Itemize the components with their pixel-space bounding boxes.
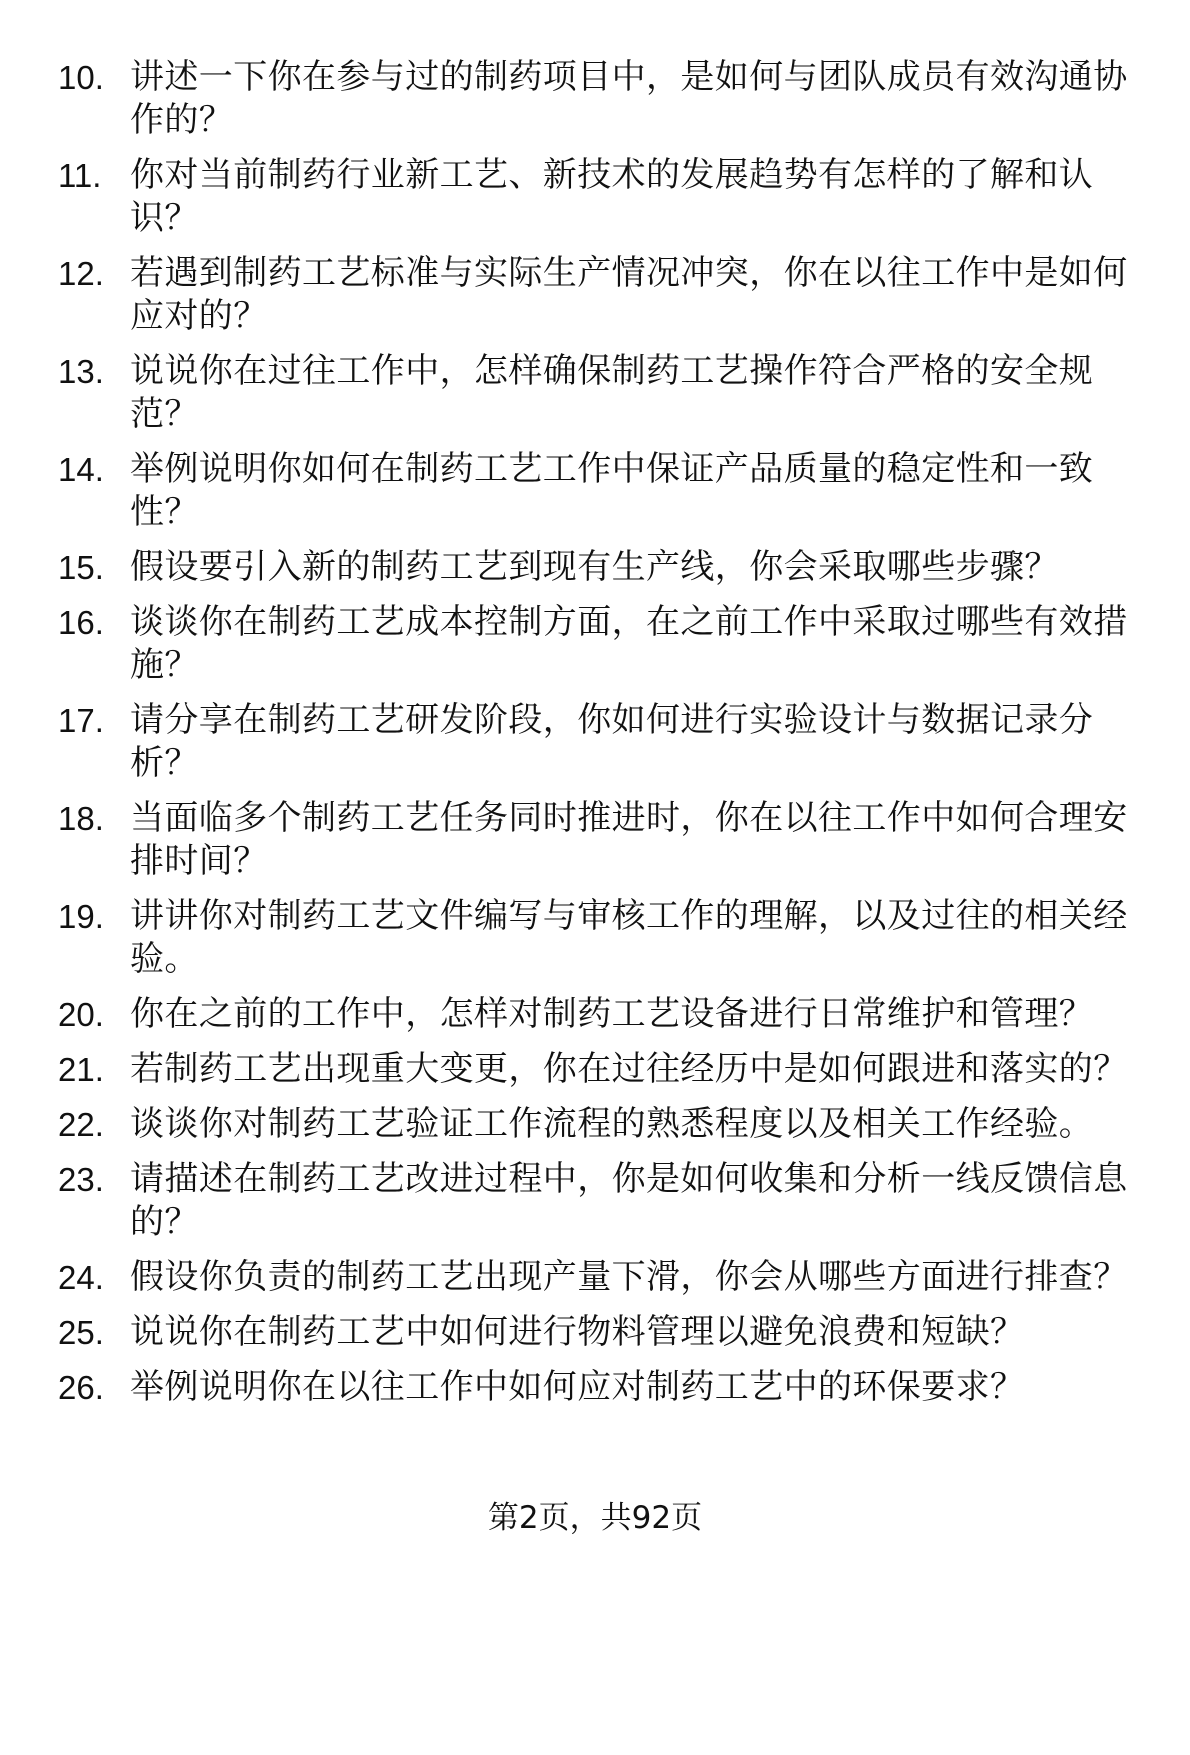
question-number: 19.	[58, 898, 104, 935]
list-item	[58, 1366, 1148, 1409]
question-text: 若制药工艺出现重大变更，你在过往经历中是如何跟进和落实的？	[130, 1049, 1128, 1089]
question-number: 21.	[58, 1051, 104, 1088]
list-item	[58, 699, 1148, 785]
list-item	[58, 1103, 1148, 1146]
question-number: 17.	[58, 702, 104, 739]
question-number: 23.	[58, 1161, 104, 1198]
question-number: 14.	[58, 451, 104, 488]
list-item	[58, 895, 1148, 981]
list-item	[58, 56, 1148, 142]
list-item	[58, 350, 1148, 436]
question-text: 讲述一下你在参与过的制药项目中，是如何与团队成员有效沟通协作的？	[130, 57, 1128, 140]
question-text: 你对当前制药行业新工艺、新技术的发展趋势有怎样的了解和认识？	[130, 155, 1094, 238]
list-item	[58, 993, 1148, 1036]
list-item	[58, 1048, 1148, 1091]
question-list	[58, 56, 1148, 1421]
list-item	[58, 1311, 1148, 1354]
question-number: 26.	[58, 1369, 104, 1406]
list-item	[58, 252, 1148, 338]
question-number: 24.	[58, 1259, 104, 1296]
question-number: 10.	[58, 59, 104, 96]
question-text: 举例说明你在以往工作中如何应对制药工艺中的环保要求？	[130, 1367, 1025, 1407]
question-text: 谈谈你对制药工艺验证工作流程的熟悉程度以及相关工作经验。	[130, 1104, 1094, 1144]
question-text: 谈谈你在制药工艺成本控制方面，在之前工作中采取过哪些有效措施？	[130, 602, 1128, 685]
list-item	[58, 1256, 1148, 1299]
question-text: 若遇到制药工艺标准与实际生产情况冲突，你在以往工作中是如何应对的？	[130, 253, 1128, 336]
question-text: 讲讲你对制药工艺文件编写与审核工作的理解，以及过往的相关经验。	[130, 896, 1128, 979]
question-number: 12.	[58, 255, 104, 292]
question-text: 说说你在制药工艺中如何进行物料管理以避免浪费和短缺？	[130, 1312, 1025, 1352]
question-number: 11.	[58, 157, 102, 194]
list-item	[58, 448, 1148, 534]
question-number: 15.	[58, 549, 104, 586]
question-number: 16.	[58, 604, 104, 641]
list-item	[58, 601, 1148, 687]
question-number: 20.	[58, 996, 104, 1033]
page-indicator: 第2页，共92页	[487, 1500, 703, 1536]
question-text: 请描述在制药工艺改进过程中，你是如何收集和分析一线反馈信息的？	[130, 1159, 1128, 1242]
list-item	[58, 546, 1148, 589]
question-text: 说说你在过往工作中，怎样确保制药工艺操作符合严格的安全规范？	[130, 351, 1094, 434]
list-item	[58, 154, 1148, 240]
question-number: 25.	[58, 1314, 104, 1351]
list-item	[58, 797, 1148, 883]
question-number: 13.	[58, 353, 104, 390]
question-text: 你在之前的工作中，怎样对制药工艺设备进行日常维护和管理？	[130, 994, 1094, 1034]
question-text: 假设你负责的制药工艺出现产量下滑，你会从哪些方面进行排查？	[130, 1257, 1128, 1297]
list-item	[58, 1158, 1148, 1244]
question-number: 22.	[58, 1106, 104, 1143]
question-text: 请分享在制药工艺研发阶段，你如何进行实验设计与数据记录分析？	[130, 700, 1094, 783]
question-number: 18.	[58, 800, 104, 837]
question-text: 举例说明你如何在制药工艺工作中保证产品质量的稳定性和一致性？	[130, 449, 1094, 532]
question-text: 假设要引入新的制药工艺到现有生产线，你会采取哪些步骤？	[130, 547, 1059, 587]
question-text: 当面临多个制药工艺任务同时推进时，你在以往工作中如何合理安排时间？	[130, 798, 1128, 881]
